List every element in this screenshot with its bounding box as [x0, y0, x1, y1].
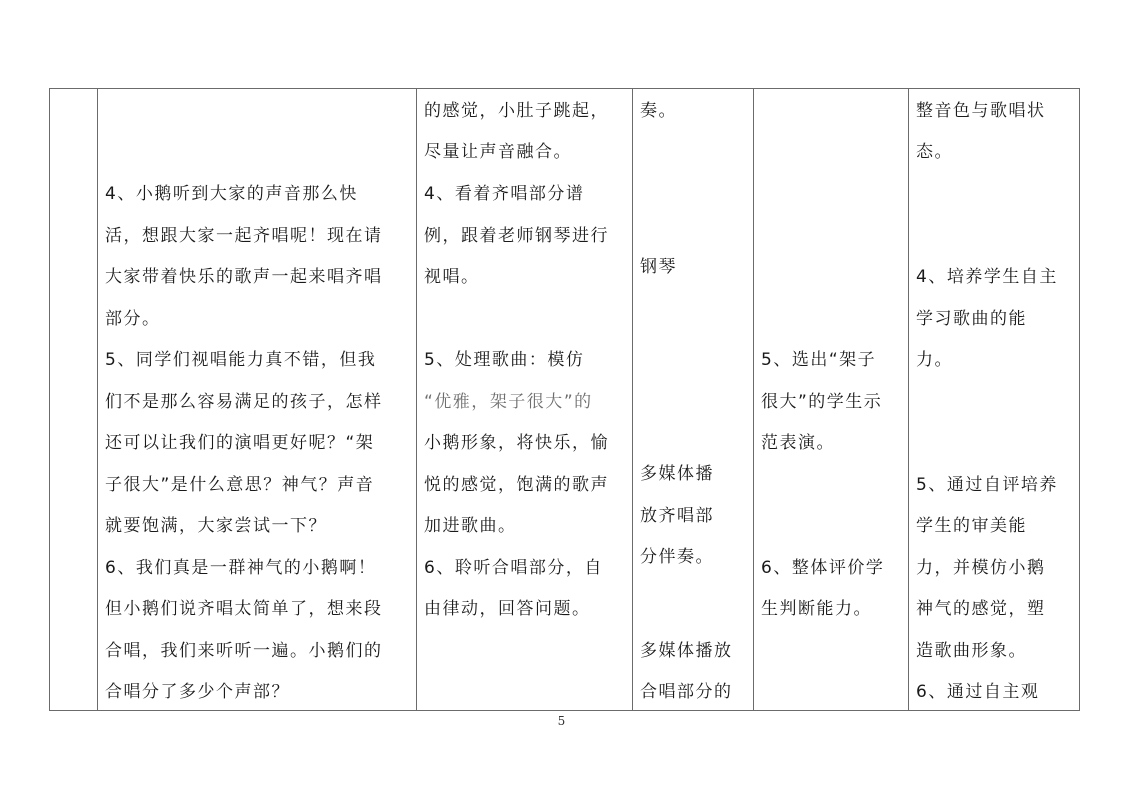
text-line: 学习歌曲的能 [916, 309, 1027, 329]
text-line: 合唱分了多少个声部？ [105, 682, 290, 702]
text-line: 多媒体播 [640, 464, 714, 484]
text-line: 神气的感觉，塑 [916, 599, 1046, 619]
evaluation-cell [753, 89, 908, 710]
page-number: 5 [557, 714, 566, 728]
text-line: 造歌曲形象。 [916, 641, 1027, 661]
text-line: 放齐唱部 [640, 506, 714, 526]
stage-column-cell [50, 89, 97, 710]
text-line: 6、整体评价学 [761, 558, 885, 578]
text-line: 5、选出“架子 [761, 350, 877, 370]
text-line: 例，跟着老师钢琴进行 [424, 226, 609, 246]
text-line: 6、我们真是一群神气的小鹅啊！ [105, 558, 377, 578]
text-line: 4、培养学生自主 [916, 267, 1058, 287]
text-line: 态。 [916, 142, 953, 162]
text-line: 奏。 [640, 101, 677, 121]
text-line: 悦的感觉，饱满的歌声 [424, 475, 609, 495]
text-line: 5、处理歌曲：模仿 [424, 350, 585, 370]
text-line: 6、聆听合唱部分，自 [424, 558, 603, 578]
text-line: 由律动，回答问题。 [424, 599, 591, 619]
text-line: 合唱部分的 [640, 682, 733, 702]
text-line: 们不是那么容易满足的孩子，怎样 [105, 392, 383, 412]
text-line: 范表演。 [761, 433, 835, 453]
design-intent-cell [908, 89, 1081, 710]
text-line: 子很大”是什么意思？神气？声音 [105, 475, 375, 495]
text-line: 生判断能力。 [761, 599, 872, 619]
text-line: 学生的审美能 [916, 516, 1027, 536]
text-line: 分伴奏。 [640, 547, 714, 567]
text-line: 合唱，我们来听听一遍。小鹅们的 [105, 641, 383, 661]
text-segment: “优雅， [424, 392, 490, 412]
lesson-plan-table [49, 88, 1080, 711]
text-line: 5、同学们视唱能力真不错，但我 [105, 350, 377, 370]
text-line: 4、看着齐唱部分谱 [424, 184, 585, 204]
text-line: 的感觉，小肚子跳起， [424, 101, 609, 121]
text-line: 力。 [916, 350, 953, 370]
text-line: 整音色与歌唱状 [916, 101, 1046, 121]
text-line: 力，并模仿小鹅 [916, 558, 1046, 578]
text-line: 部分。 [105, 309, 161, 329]
text-line: 活，想跟大家一起齐唱呢！现在请 [105, 226, 383, 246]
student-activity-cell [416, 89, 632, 710]
text-line: 还可以让我们的演唱更好呢？“架 [105, 433, 375, 453]
text-line: 小鹅形象，将快乐，愉 [424, 433, 609, 453]
text-line: 加进歌曲。 [424, 516, 517, 536]
media-cell [632, 89, 753, 710]
text-line: 5、通过自评培养 [916, 475, 1058, 495]
text-segment: ”的 [563, 392, 593, 412]
text-line: 尽量让声音融合。 [424, 142, 572, 162]
text-line: 但小鹅们说齐唱太简单了，想来段 [105, 599, 383, 619]
text-line: 大家带着快乐的歌声一起来唱齐唱 [105, 267, 383, 287]
text-line: 4、小鹅听到大家的声音那么快 [105, 184, 358, 204]
quoted-text-line [424, 392, 593, 412]
text-line: 视唱。 [424, 267, 480, 287]
text-line: 钢琴 [640, 257, 677, 277]
text-line: 6、通过自主观 [916, 682, 1040, 702]
text-line: 就要饱满，大家尝试一下？ [105, 516, 327, 536]
text-line: 多媒体播放 [640, 641, 733, 661]
teacher-activity-cell [97, 89, 416, 710]
text-segment: 架子很大 [489, 392, 564, 412]
text-line: 很大”的学生示 [761, 392, 883, 412]
